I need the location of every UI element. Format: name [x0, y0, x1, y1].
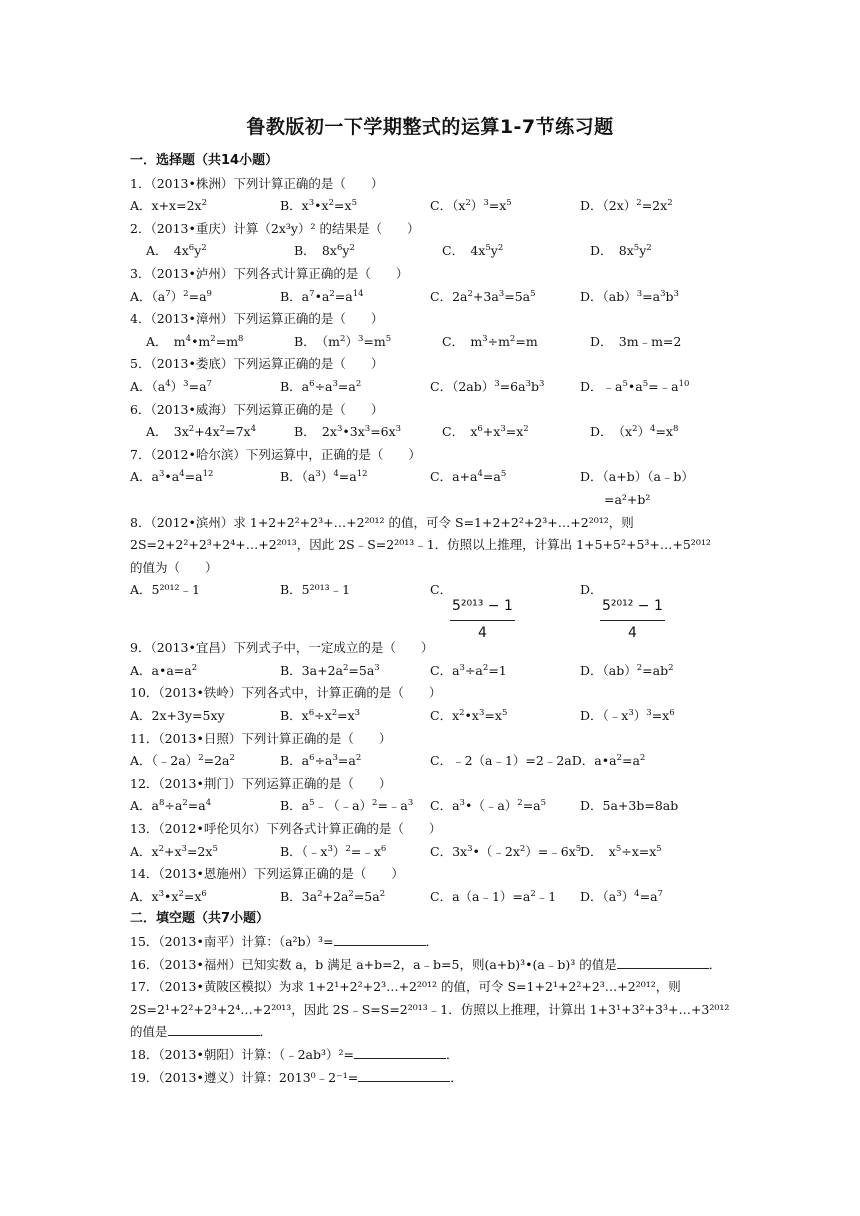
question-list	[130, 150, 730, 1089]
question-7-options	[130, 466, 730, 489]
option-a: A．5²⁰¹²﹣1	[130, 582, 200, 598]
page-title: 鲁教版初一下学期整式的运算1-7节练习题	[246, 116, 614, 138]
option-c: C．$(2ab)^3=6a^3b^3$	[430, 378, 545, 394]
section-heading-fill: 二．填空题（共7小题）	[130, 911, 270, 927]
option-c: C．$a+a^4=a^5$	[430, 469, 507, 485]
option-c: C．$a^3\div a^2=1$	[430, 662, 507, 678]
option-d: D．$(a^3)^4=a^7$	[580, 888, 663, 904]
question-3-stem: 3．（2013•泸州）下列各式计算正确的是（ ）	[130, 265, 409, 281]
option-a: A．$(﹣2a)^2=2a^2$	[130, 753, 235, 769]
question-15: 15．（2013•南平）计算：（a²b）³= ．	[130, 931, 730, 954]
option-b: B．$3a+2a^2=5a^3$	[280, 662, 380, 678]
option-a: A．$x^2+x^3=2x^5$	[130, 843, 218, 859]
question-1-stem: 1．（2013•株洲）下列计算正确的是（ ）	[130, 175, 384, 191]
question-14-options	[130, 886, 730, 909]
option-b: B．$a^6\div a^3=a^2$	[280, 753, 362, 769]
option-a: A．$a•a=a^2$	[130, 662, 198, 678]
option-d: D．$(2x)^2=2x^2$	[580, 198, 673, 214]
question-16: 16．（2013•福州）已知实数 a，b 满足 a+b=2，a﹣b=5，则(a+b)³•(a﹣b)³ 的值是 ．	[130, 954, 730, 977]
question-17-line3: 的值是 ．	[130, 1021, 730, 1044]
option-a: A．2x+3y=5xy	[130, 708, 225, 724]
option-b: B．$a^5﹣(﹣a)^2=﹣a^3$	[280, 798, 414, 814]
option-d: D．$(﹣x^3)^3=x^6$	[580, 707, 675, 724]
option-c: C．$3x^3•(﹣2x^2)=﹣6x^5$	[430, 843, 582, 859]
question-7-option-d-continued	[130, 489, 730, 512]
question-12-stem: 12．（2013•荆门）下列运算正确的是（ ）	[130, 775, 392, 791]
question-10-options	[130, 705, 730, 728]
option-b: B． $(m^2)^3=m^5$	[294, 333, 392, 349]
option-a: A．$x+x=2x^2$	[130, 198, 207, 214]
option-a: A．$(a^7)^2=a^9$	[130, 288, 212, 304]
question-3-options	[130, 286, 730, 309]
question-17-line2: 2S=2¹+2²+2³+2⁴…+2²⁰¹³，因此 2S﹣S=S=2²⁰¹³﹣1．仿照以上推理，计算出 1+3¹+3²+3³+…+3²⁰¹²	[130, 1001, 730, 1017]
question-4-stem: 4．（2013•漳州）下列运算正确的是（ ）	[130, 311, 384, 327]
option-d: D． $8x^5y^2$	[590, 243, 652, 259]
question-5-options	[130, 376, 730, 399]
option-d: D．$(ab)^2=ab^2$	[580, 662, 674, 678]
question-13-options	[130, 841, 730, 864]
option-b: B．$3a^2+2a^2=5a^2$	[280, 888, 386, 904]
answer-blank[interactable]	[354, 1044, 446, 1059]
question-2-options	[130, 240, 730, 263]
option-b: B．$x^6\div x^2=x^3$	[280, 707, 361, 724]
question-11-options	[130, 750, 730, 773]
section-heading-choice: 一．选择题（共14小题）	[130, 153, 279, 168]
answer-blank[interactable]	[617, 954, 709, 969]
option-d-line2: =a²+b²	[604, 491, 651, 507]
question-18: 18．（2013•朝阳）计算：（﹣2ab³）²= ．	[130, 1044, 730, 1067]
option-c: C．﹣2（a﹣1）=2﹣2aD．$a•a^2=a^2$	[430, 753, 646, 769]
option-d: D．（a+b）（a﹣b）	[580, 469, 694, 485]
option-b: B．$(a^3)^4=a^{12}$	[280, 469, 368, 485]
option-c: C． $\frac{\text{5²⁰¹³ − 1}}{4}$	[430, 579, 580, 637]
answer-blank[interactable]	[168, 1021, 260, 1036]
question-8-line1: 8．（2012•滨州）求 1+2+2²+2³+…+2²⁰¹² 的值，可令 S=1+2+2²+2³+…+2²⁰¹²，则	[130, 514, 634, 530]
question-14-stem: 14．（2013•恩施州）下列运算正确的是（ ）	[130, 866, 404, 882]
option-a: A．$a^8\div a^2=a^4$	[130, 798, 212, 814]
option-d: D． $\frac{\text{5²⁰¹² − 1}}{4}$	[580, 579, 730, 637]
option-b: B． $2x^3•3x^3=6x^3$	[294, 423, 402, 440]
question-11-stem: 11．（2013•日照）下列计算正确的是（ ）	[130, 730, 392, 746]
option-a: A． $4x^6y^2$	[146, 243, 207, 259]
question-6-stem: 6．（2013•威海）下列运算正确的是（ ）	[130, 401, 384, 417]
question-4-options	[130, 331, 730, 354]
option-b: B． $8x^6y^2$	[294, 243, 355, 259]
option-a: A． $3x^2+4x^2=7x^4$	[146, 423, 257, 440]
option-c: C．$x^2•x^3=x^5$	[430, 707, 508, 724]
option-c: C． $4x^5y^2$	[442, 243, 504, 259]
option-d: D．$﹣a^5•a^5=﹣a^{10}$	[580, 378, 690, 394]
option-a: A．$a^3•a^4=a^{12}$	[130, 469, 214, 485]
option-d: D． $(x^2)^4=x^8$	[590, 423, 679, 440]
question-8-options	[130, 579, 730, 641]
question-7-stem: 7．（2012•哈尔滨）下列运算中，正确的是（ ）	[130, 446, 421, 462]
option-a: A．$x^3•x^2=x^6$	[130, 888, 207, 904]
option-a: A． $m^4•m^2=m^8$	[146, 333, 244, 349]
fraction-d: $\frac{\text{5²⁰¹² − 1}}{4}$	[600, 595, 665, 644]
question-8-line2: 2S=2+2²+2³+2⁴+…+2²⁰¹³，因此 2S﹣S=2²⁰¹³﹣1．仿照以上推理，计算出 1+5+5²+5³+…+5²⁰¹²	[130, 537, 711, 553]
option-b: B．$x^3•x^2=x^5$	[280, 198, 357, 214]
question-9-options	[130, 660, 730, 683]
option-c: C．$(x^2)^3=x^5$	[430, 198, 512, 214]
option-d: D． $x^5\div x=x^5$	[580, 843, 662, 859]
option-b: B．$(﹣x^3)^2=﹣x^6$	[280, 843, 387, 859]
question-9-stem: 9．（2013•宜昌）下列式子中，一定成立的是（ ）	[130, 640, 434, 656]
option-c: C．$2a^2+3a^3=5a^5$	[430, 288, 536, 304]
question-10-stem: 10．（2013•铁岭）下列各式中，计算正确的是（ ）	[130, 685, 442, 701]
question-17-line1: 17．（2013•黄陂区模拟）为求 1+2¹+2²+2³…+2²⁰¹² 的值，可令 S=1+2¹+2²+2³…+2²⁰¹²，则	[130, 979, 681, 995]
question-13-stem: 13．（2012•呼伦贝尔）下列各式计算正确的是（ ）	[130, 821, 442, 837]
fraction-c: $\frac{\text{5²⁰¹³ − 1}}{4}$	[450, 595, 515, 644]
answer-blank[interactable]	[358, 1067, 450, 1082]
question-12-options	[130, 795, 730, 818]
question-6-options	[130, 421, 730, 444]
question-19: 19．（2013•遵义）计算：2013⁰﹣2⁻¹= ．	[130, 1067, 730, 1090]
option-b: B．$a^6\div a^3=a^2$	[280, 378, 362, 394]
option-b: B．5²⁰¹³﹣1	[280, 582, 351, 598]
question-1-options	[130, 195, 730, 218]
option-b: B．$a^7•a^2=a^{14}$	[280, 288, 364, 304]
question-5-stem: 5．（2013•娄底）下列运算正确的是（ ）	[130, 356, 384, 372]
option-c: C． $x^6+x^3=x^2$	[442, 423, 529, 440]
option-c: C． $m^3\div m^2=m$	[442, 333, 538, 349]
option-d: D． 3m﹣m=2	[590, 333, 682, 349]
answer-blank[interactable]	[334, 931, 426, 946]
question-2-stem: 2．（2013•重庆）计算（2x³y）² 的结果是（ ）	[130, 220, 420, 236]
option-d: D．$(ab)^3=a^3b^3$	[580, 288, 679, 304]
option-a: A．$(a^4)^3=a^7$	[130, 378, 212, 394]
option-c: C．$a^3•(﹣a)^2=a^5$	[430, 798, 547, 814]
option-d: D．5a+3b=8ab	[580, 798, 679, 814]
option-c: C．$a(a﹣1)=a^2﹣1$	[430, 888, 557, 904]
question-8-line3: 的值为（ ）	[130, 559, 218, 575]
